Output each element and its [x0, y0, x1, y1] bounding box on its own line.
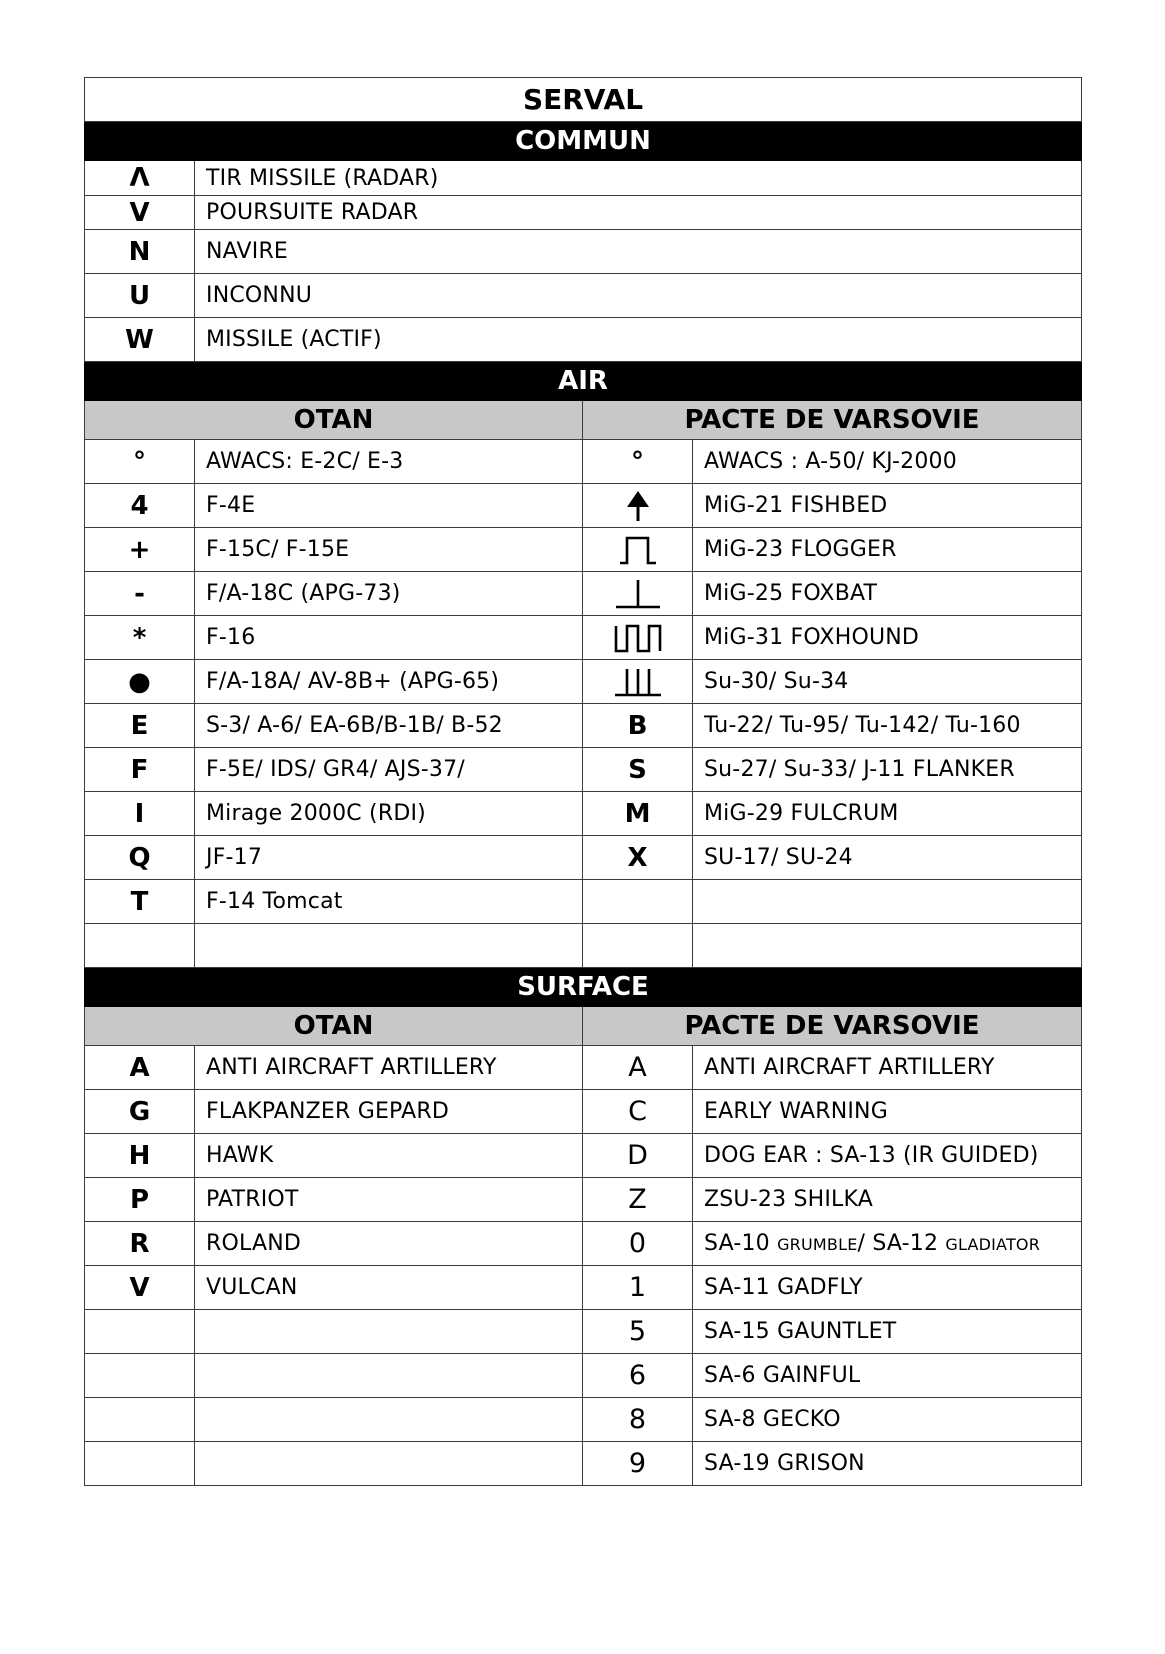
- otan-symbol-cell: I: [85, 792, 195, 836]
- title-row: [85, 78, 1082, 122]
- otan-symbol-cell: T: [85, 880, 195, 924]
- otan-label-cell: F-5E/ IDS/ GR4/ AJS-37/: [195, 748, 583, 792]
- pacte-label-cell: MiG-31 FOXHOUND: [693, 616, 1082, 660]
- otan-label-cell: F-14 Tomcat: [195, 880, 583, 924]
- symbol-cell: V: [85, 196, 195, 230]
- pacte-label-cell: Su-27/ Su-33/ J-11 FLANKER: [693, 748, 1082, 792]
- air-otan-header: OTAN: [85, 401, 583, 440]
- pacte-symbol-cell: [583, 660, 693, 704]
- air-band: [85, 362, 1082, 401]
- otan-symbol-cell: [85, 1442, 195, 1486]
- commun-header: COMMUN: [85, 122, 1082, 161]
- pacte-symbol-cell: [583, 924, 693, 968]
- pacte-symbol-cell: X: [583, 836, 693, 880]
- symbol-cell: N: [85, 230, 195, 274]
- otan-label-cell: [195, 1442, 583, 1486]
- pacte-label-cell: [693, 1222, 1082, 1266]
- commun-row: [85, 274, 1082, 318]
- symbol-cell: Λ: [85, 161, 195, 196]
- label-cell: POURSUITE RADAR: [195, 196, 1082, 230]
- air-row: [85, 572, 1082, 616]
- surface-row: [85, 1354, 1082, 1398]
- otan-symbol-cell: [85, 1398, 195, 1442]
- air-row: [85, 616, 1082, 660]
- otan-symbol-cell: [85, 1354, 195, 1398]
- pacte-label-cell: SA-11 GADFLY: [693, 1266, 1082, 1310]
- symbol-cell: U: [85, 274, 195, 318]
- otan-label-cell: F-15C/ F-15E: [195, 528, 583, 572]
- surface-row: [85, 1310, 1082, 1354]
- pacte-label-cell: MiG-23 FLOGGER: [693, 528, 1082, 572]
- label-part: GRUMBLE: [777, 1235, 858, 1254]
- otan-label-cell: [195, 1310, 583, 1354]
- single-pulse-icon: [583, 533, 692, 567]
- pacte-label-cell: SA-6 GAINFUL: [693, 1354, 1082, 1398]
- pacte-symbol-cell: B: [583, 704, 693, 748]
- surface-pacte-header: PACTE DE VARSOVIE: [583, 1007, 1082, 1046]
- pacte-symbol-cell: [583, 880, 693, 924]
- arrow-up-icon: [583, 489, 692, 523]
- pacte-label-cell: Su-30/ Su-34: [693, 660, 1082, 704]
- triple-bar-icon: [583, 665, 692, 699]
- double-pulse-icon: [583, 621, 692, 655]
- pacte-label-cell: SA-15 GAUNTLET: [693, 1310, 1082, 1354]
- air-row: [85, 880, 1082, 924]
- otan-label-cell: S-3/ A-6/ EA-6B/B-1B/ B-52: [195, 704, 583, 748]
- surface-row: [85, 1090, 1082, 1134]
- otan-symbol-cell: [85, 1310, 195, 1354]
- pacte-label-cell: ANTI AIRCRAFT ARTILLERY: [693, 1046, 1082, 1090]
- surface-row: [85, 1222, 1082, 1266]
- surface-row: [85, 1266, 1082, 1310]
- otan-symbol-cell: R: [85, 1222, 195, 1266]
- commun-row: [85, 161, 1082, 196]
- commun-band: [85, 122, 1082, 161]
- label-part: SA-10: [704, 1231, 778, 1256]
- label-cell: TIR MISSILE (RADAR): [195, 161, 1082, 196]
- otan-label-cell: PATRIOT: [195, 1178, 583, 1222]
- otan-label-cell: AWACS: E-2C/ E-3: [195, 440, 583, 484]
- pacte-label-cell: [693, 880, 1082, 924]
- air-pacte-header: PACTE DE VARSOVIE: [583, 401, 1082, 440]
- air-row: [85, 748, 1082, 792]
- pacte-symbol-cell: 5: [583, 1310, 693, 1354]
- otan-symbol-cell: F: [85, 748, 195, 792]
- air-row: [85, 924, 1082, 968]
- pacte-label-cell: MiG-25 FOXBAT: [693, 572, 1082, 616]
- air-subheader-row: [85, 401, 1082, 440]
- pacte-label-cell: DOG EAR : SA-13 (IR GUIDED): [693, 1134, 1082, 1178]
- otan-label-cell: F-16: [195, 616, 583, 660]
- label-cell: NAVIRE: [195, 230, 1082, 274]
- otan-symbol-cell: °: [85, 440, 195, 484]
- otan-symbol-cell: [85, 924, 195, 968]
- pacte-symbol-cell: [583, 572, 693, 616]
- pacte-symbol-cell: 6: [583, 1354, 693, 1398]
- otan-label-cell: ANTI AIRCRAFT ARTILLERY: [195, 1046, 583, 1090]
- air-row: [85, 836, 1082, 880]
- pacte-label-cell: SA-19 GRISON: [693, 1442, 1082, 1486]
- otan-label-cell: [195, 924, 583, 968]
- pacte-label-cell: SA-8 GECKO: [693, 1398, 1082, 1442]
- otan-symbol-cell: ●: [85, 660, 195, 704]
- inverted-tee-icon: [583, 577, 692, 611]
- air-row: [85, 792, 1082, 836]
- pacte-symbol-cell: 9: [583, 1442, 693, 1486]
- otan-label-cell: HAWK: [195, 1134, 583, 1178]
- otan-label-cell: [195, 1398, 583, 1442]
- pacte-label-cell: [693, 924, 1082, 968]
- label-cell: MISSILE (ACTIF): [195, 318, 1082, 362]
- pacte-symbol-cell: D: [583, 1134, 693, 1178]
- air-row: [85, 528, 1082, 572]
- commun-row: [85, 318, 1082, 362]
- air-row: [85, 440, 1082, 484]
- pacte-symbol-cell: 8: [583, 1398, 693, 1442]
- symbol-cell: W: [85, 318, 195, 362]
- otan-label-cell: FLAKPANZER GEPARD: [195, 1090, 583, 1134]
- otan-label-cell: F/A-18A/ AV-8B+ (APG-65): [195, 660, 583, 704]
- pacte-symbol-cell: °: [583, 440, 693, 484]
- otan-label-cell: ROLAND: [195, 1222, 583, 1266]
- otan-label-cell: VULCAN: [195, 1266, 583, 1310]
- otan-symbol-cell: 4: [85, 484, 195, 528]
- air-row: [85, 484, 1082, 528]
- surface-otan-header: OTAN: [85, 1007, 583, 1046]
- otan-label-cell: Mirage 2000C (RDI): [195, 792, 583, 836]
- pacte-symbol-cell: A: [583, 1046, 693, 1090]
- label-cell: INCONNU: [195, 274, 1082, 318]
- otan-label-cell: F/A-18C (APG-73): [195, 572, 583, 616]
- pacte-symbol-cell: S: [583, 748, 693, 792]
- otan-label-cell: JF-17: [195, 836, 583, 880]
- pacte-symbol-cell: 0: [583, 1222, 693, 1266]
- surface-row: [85, 1046, 1082, 1090]
- commun-row: [85, 230, 1082, 274]
- otan-symbol-cell: +: [85, 528, 195, 572]
- label-part: GLADIATOR: [945, 1235, 1041, 1254]
- otan-symbol-cell: H: [85, 1134, 195, 1178]
- surface-subheader-row: [85, 1007, 1082, 1046]
- pacte-label-cell: MiG-21 FISHBED: [693, 484, 1082, 528]
- otan-label-cell: [195, 1354, 583, 1398]
- pacte-label-cell: Tu-22/ Tu-95/ Tu-142/ Tu-160: [693, 704, 1082, 748]
- pacte-label-cell: ZSU-23 SHILKA: [693, 1178, 1082, 1222]
- pacte-label-cell: MiG-29 FULCRUM: [693, 792, 1082, 836]
- air-header: AIR: [85, 362, 1082, 401]
- pacte-symbol-cell: [583, 528, 693, 572]
- otan-symbol-cell: A: [85, 1046, 195, 1090]
- label-part: / SA-12: [857, 1231, 946, 1256]
- page-title: SERVAL: [85, 78, 1082, 122]
- surface-row: [85, 1178, 1082, 1222]
- air-row: [85, 704, 1082, 748]
- pacte-symbol-cell: 1: [583, 1266, 693, 1310]
- surface-row: [85, 1398, 1082, 1442]
- commun-row: [85, 196, 1082, 230]
- pacte-symbol-cell: Z: [583, 1178, 693, 1222]
- air-row: [85, 660, 1082, 704]
- pacte-label-cell: AWACS : A-50/ KJ-2000: [693, 440, 1082, 484]
- otan-label-cell: F-4E: [195, 484, 583, 528]
- otan-symbol-cell: P: [85, 1178, 195, 1222]
- otan-symbol-cell: V: [85, 1266, 195, 1310]
- surface-header: SURFACE: [85, 968, 1082, 1007]
- surface-row: [85, 1442, 1082, 1486]
- serval-reference-table: [84, 77, 1082, 1486]
- pacte-label-cell: EARLY WARNING: [693, 1090, 1082, 1134]
- otan-symbol-cell: -: [85, 572, 195, 616]
- pacte-symbol-cell: C: [583, 1090, 693, 1134]
- otan-symbol-cell: *: [85, 616, 195, 660]
- otan-symbol-cell: Q: [85, 836, 195, 880]
- pacte-symbol-cell: [583, 484, 693, 528]
- pacte-symbol-cell: [583, 616, 693, 660]
- otan-symbol-cell: G: [85, 1090, 195, 1134]
- surface-row: [85, 1134, 1082, 1178]
- pacte-label-cell: SU-17/ SU-24: [693, 836, 1082, 880]
- surface-band: [85, 968, 1082, 1007]
- pacte-symbol-cell: M: [583, 792, 693, 836]
- otan-symbol-cell: E: [85, 704, 195, 748]
